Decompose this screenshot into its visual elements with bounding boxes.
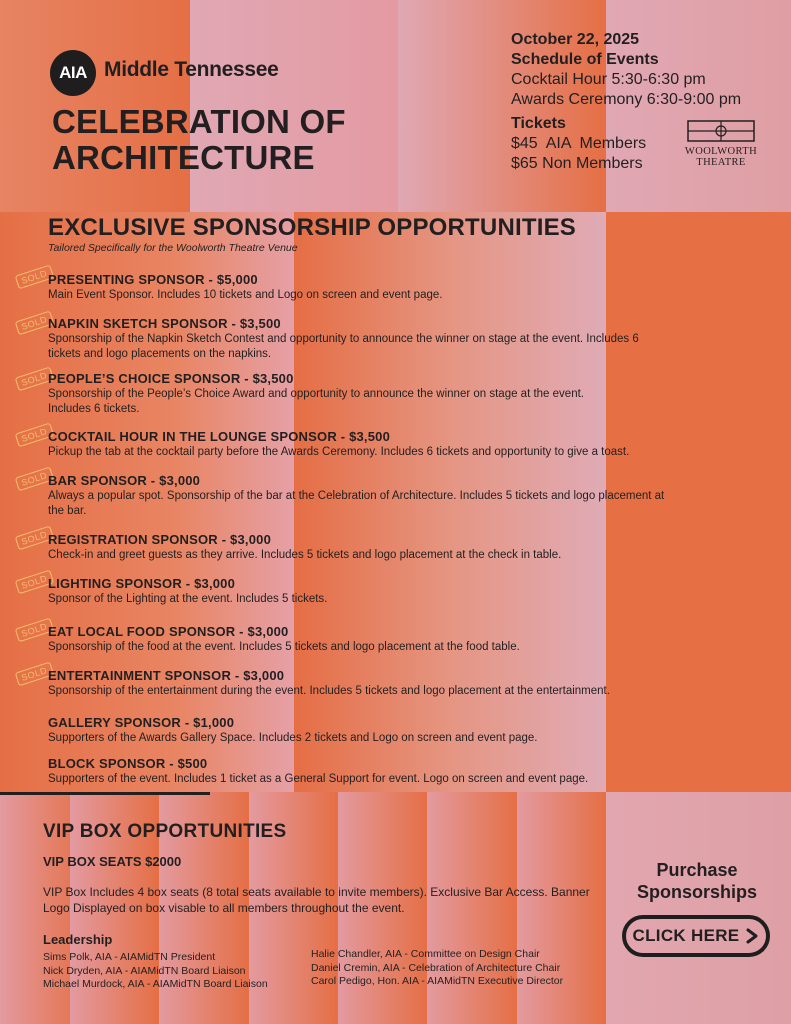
sponsor-title: COCKTAIL HOUR IN THE LOUNGE SPONSOR - $3,500 <box>48 429 391 444</box>
purchase-line-2: Sponsorships <box>636 882 757 902</box>
woolworth-mark-icon <box>687 120 755 142</box>
sponsor-item <box>48 473 678 518</box>
sponsor-title: ENTERTAINMENT SPONSOR - $3,000 <box>48 668 285 683</box>
vip-seats-price: VIP BOX SEATS $2000 <box>43 854 182 869</box>
vip-description: VIP Box Includes 4 box seats (8 total seats available to invite members). Exclusive Bar Access. Banner Logo Displayed on box visable to all members throughout the event. <box>43 885 590 915</box>
sponsor-title: BLOCK SPONSOR - $500 <box>48 756 208 771</box>
sponsor-title: GALLERY SPONSOR - $1,000 <box>48 715 235 730</box>
sold-stamp: SOLD <box>15 467 54 492</box>
sponsor-title: REGISTRATION SPONSOR - $3,000 <box>48 532 271 547</box>
sold-stamp: SOLD <box>15 570 54 595</box>
purchase-heading <box>622 859 772 903</box>
sponsor-item <box>48 668 768 699</box>
sponsor-item <box>48 429 768 460</box>
sold-stamp: SOLD <box>15 367 54 392</box>
click-here-button[interactable] <box>622 915 770 957</box>
leader-name: Carol Pedigo, Hon. AIA - AIAMidTN Executive Director <box>311 975 564 987</box>
sponsor-item <box>48 532 768 563</box>
sponsor-desc: Sponsorship of the entertainment during the event. Includes 5 tickets and logo placement at the entertainment. <box>48 685 610 697</box>
sponsor-desc: Main Event Sponsor. Includes 10 tickets and Logo on screen and event page. <box>48 289 443 301</box>
sponsorship-subtitle: Tailored Specifically for the Woolworth Theatre Venue <box>48 242 298 254</box>
sponsor-desc: Check-in and greet guests as they arrive. Includes 5 tickets and logo placement at the check in table. <box>48 549 562 561</box>
title-line-2: ARCHITECTURE <box>52 139 315 176</box>
sponsor-item <box>48 624 748 655</box>
sold-stamp: SOLD <box>15 526 54 551</box>
sponsor-item <box>48 316 668 361</box>
click-here-label: CLICK HERE <box>632 926 740 945</box>
sponsor-item <box>48 272 748 303</box>
sponsor-item <box>48 715 748 746</box>
sold-stamp: SOLD <box>15 265 54 290</box>
sponsor-title: BAR SPONSOR - $3,000 <box>48 473 201 488</box>
sponsor-item <box>48 576 748 607</box>
page-title <box>52 104 412 176</box>
aia-logo: AIA <box>50 50 96 96</box>
sold-stamp: SOLD <box>15 311 54 336</box>
schedule-label: Schedule of Events <box>511 51 659 68</box>
sponsor-title: PRESENTING SPONSOR - $5,000 <box>48 272 258 287</box>
chapter-name: Middle Tennessee <box>104 58 279 81</box>
tickets-non-members: $65 Non Members <box>511 155 643 172</box>
woolworth-theatre-logo <box>676 120 766 168</box>
venue-name-line2: THEATRE <box>696 157 746 168</box>
sponsor-desc: Sponsor of the Lighting at the event. Includes 5 tickets. <box>48 593 328 605</box>
awards-time: Awards Ceremony 6:30-9:00 pm <box>511 91 742 108</box>
leader-name: Michael Murdock, AIA - AIAMidTN Board Liaison <box>43 978 268 990</box>
tickets-label: Tickets <box>511 115 566 132</box>
leader-name: Nick Dryden, AIA - AIAMidTN Board Liaison <box>43 964 246 977</box>
sold-stamp: SOLD <box>15 423 54 448</box>
sponsor-desc: Supporters of the event. Includes 1 ticket as a General Support for event. Logo on screen and event page. <box>48 773 589 785</box>
sponsor-desc: Always a popular spot. Sponsorship of the bar at the Celebration of Architecture. Includes 5 tickets and logo placement at the bar. <box>48 490 665 517</box>
title-line-1: CELEBRATION OF <box>52 103 346 140</box>
leadership-column-1 <box>43 951 268 992</box>
sponsor-desc: Supporters of the Awards Gallery Space. Includes 2 tickets and Logo on screen and event page. <box>48 732 538 744</box>
sponsor-title: LIGHTING SPONSOR - $3,000 <box>48 576 236 591</box>
tickets-info <box>511 114 646 174</box>
sponsor-desc: Sponsorship of the food at the event. Includes 5 tickets and logo placement at the food table. <box>48 641 520 653</box>
cocktail-time: Cocktail Hour 5:30-6:30 pm <box>511 71 706 88</box>
purchase-line-1: Purchase <box>656 860 738 880</box>
sponsor-desc: Pickup the tab at the cocktail party before the Awards Ceremony. Includes 6 tickets and opportunity to give a toast. <box>48 446 630 458</box>
sponsor-desc: Sponsorship of the Napkin Sketch Contest and opportunity to announce the winner on stage at the event. Includes 6 tickets and logo placements on the napkins. <box>48 333 639 360</box>
sponsor-title: NAPKIN SKETCH SPONSOR - $3,500 <box>48 316 281 331</box>
sponsor-desc: Sponsorship of the People’s Choice Award and opportunity to announce the winner on stage at the event. Includes 6 tickets. <box>48 388 584 415</box>
sold-stamp: SOLD <box>15 618 54 643</box>
sponsor-title: EAT LOCAL FOOD SPONSOR - $3,000 <box>48 624 289 639</box>
vip-heading: VIP BOX OPPORTUNITIES <box>43 821 287 842</box>
leader-name: Halie Chandler, AIA - Committee on Design Chair <box>311 948 540 960</box>
sponsor-title: PEOPLE’S CHOICE SPONSOR - $3,500 <box>48 371 294 386</box>
tickets-members: $45 AIA Members <box>511 135 647 152</box>
sponsorship-heading: EXCLUSIVE SPONSORSHIP OPPORTUNITIES <box>48 214 576 241</box>
venue-name-line1: WOOLWORTH <box>684 146 758 157</box>
chevron-right-icon <box>745 928 759 944</box>
leadership-heading: Leadership <box>43 932 113 947</box>
leadership-column-2 <box>311 948 563 989</box>
event-info <box>511 30 741 110</box>
sponsor-item <box>48 756 768 787</box>
leader-name: Sims Polk, AIA - AIAMidTN President <box>43 951 216 963</box>
sold-stamp: SOLD <box>15 662 54 687</box>
event-date: October 22, 2025 <box>511 31 640 48</box>
leader-name: Daniel Cremin, AIA - Celebration of Architecture Chair <box>311 961 561 974</box>
sponsor-item <box>48 371 628 416</box>
